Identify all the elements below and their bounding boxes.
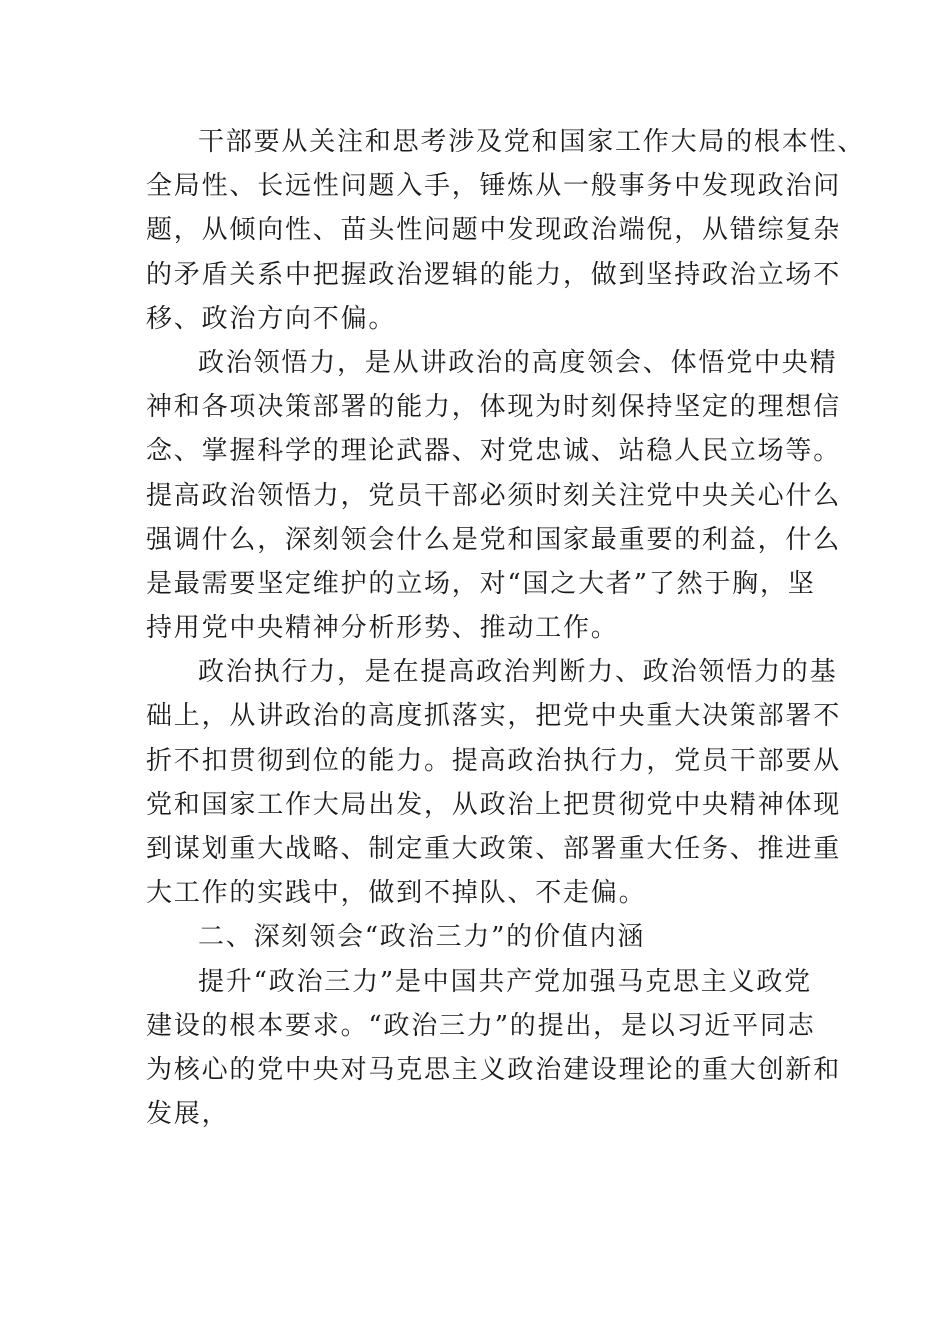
text-line: 强调什么，深刻领会什么是党和国家最重要的利益，什么 (146, 524, 842, 555)
text-line: 础上，从讲政治的高度抓落实，把党中央重大决策部署不 (146, 701, 842, 732)
text-line: 提升“政治三力”是中国共产党加强马克思主义政党 (198, 966, 812, 997)
text-line: 题，从倾向性、苗头性问题中发现政治端倪，从错综复杂 (146, 215, 842, 246)
paragraph-1 (146, 120, 866, 341)
text-line: 为核心的党中央对马克思主义政治建设理论的重大创新和 (146, 1054, 842, 1085)
text-line: 建设的根本要求。“政治三力”的提出，是以习近平同志 (146, 1010, 816, 1041)
text-line: 政治领悟力，是从讲政治的高度领会、体悟党中央精 (198, 347, 838, 378)
text-line: 干部要从关注和思考涉及党和国家工作大局的根本性、 (198, 127, 866, 157)
text-line: 提高政治领悟力，党员干部必须时刻关注党中央关心什么 (146, 480, 842, 511)
text-line: 发展， (146, 1099, 230, 1130)
text-line: 到谋划重大战略、制定重大政策、部署重大任务、推进重 (146, 834, 842, 864)
paragraph-4 (146, 960, 842, 1137)
heading-line: 二、深刻领会“政治三力”的价值内涵 (198, 922, 646, 953)
text-line: 全局性、长远性问题入手，锤炼从一般事务中发现政治问 (146, 171, 842, 202)
section-heading (146, 915, 811, 959)
document-body (146, 120, 866, 1136)
text-line: 折不扣贯彻到位的能力。提高政治执行力，党员干部要从 (146, 745, 842, 776)
text-line: 的矛盾关系中把握政治逻辑的能力，做到坚持政治立场不 (146, 259, 842, 290)
text-line: 移、政治方向不偏。 (146, 303, 397, 334)
text-line: 党和国家工作大局出发，从政治上把贯彻党中央精神体现 (146, 789, 842, 820)
paragraph-3 (146, 650, 842, 915)
paragraph-2 (146, 341, 842, 650)
text-line: 政治执行力，是在提高政治判断力、政治领悟力的基 (198, 657, 838, 688)
text-line: 是最需要坚定维护的立场，对“国之大者”了然于胸，坚 (146, 568, 816, 599)
text-line: 念、掌握科学的理论武器、对党忠诚、站稳人民立场等。 (146, 436, 842, 467)
text-line: 持用党中央精神分析形势、推动工作。 (146, 613, 619, 644)
text-line: 神和各项决策部署的能力，体现为时刻保持坚定的理想信 (146, 392, 842, 423)
text-line: 大工作的实践中，做到不掉队、不走偏。 (146, 878, 647, 909)
